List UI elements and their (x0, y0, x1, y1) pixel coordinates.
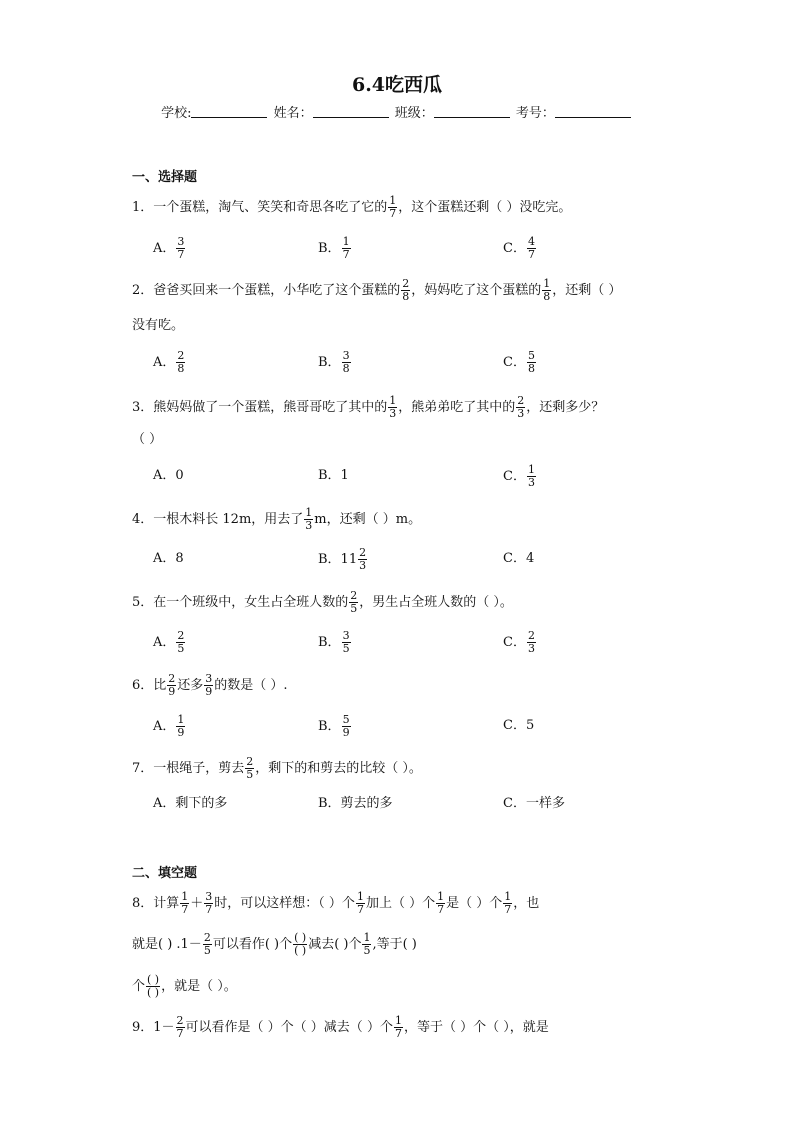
question-1 (132, 195, 571, 220)
class-blank[interactable] (434, 105, 510, 118)
q7-option-b[interactable]: B．剪去的多 (318, 796, 393, 811)
fraction: $\frac{5}{8}$ (527, 349, 535, 375)
q5-option-c[interactable]: C． $\frac{2}{3}$ (503, 629, 535, 655)
question-8-line-2: 就是( ) .1－ $\frac{2}{5}$ 可以看作( )个 $\frac{( )}{( )}$ 减去( )个 $\frac{1}{5}$ ,等于( ) (132, 931, 417, 957)
fraction: $\frac{1}{9}$ (177, 713, 185, 739)
q5-option-a[interactable]: A． $\frac{2}{5}$ (153, 629, 185, 655)
fraction: $\frac{2}{5}$ (246, 755, 254, 781)
question-3: 3．熊妈妈做了一个蛋糕，熊哥哥吃了其中的 $\frac{1}{3}$ ，熊弟弟吃了其中的 $\frac{2}{3}$ ，还剩多少？ (132, 394, 605, 420)
question-3-line-2: （ ） (132, 432, 163, 447)
name-label: 姓名： (273, 106, 313, 121)
fraction: $\frac{2}{8}$ (177, 349, 185, 375)
fraction: $\frac{1}{5}$ (363, 931, 371, 957)
school-label: 学校: (161, 106, 192, 121)
exam-no-blank[interactable] (555, 105, 631, 118)
q1-option-b[interactable]: B． $\frac{1}{7}$ (318, 235, 350, 261)
fraction: $\frac{3}{5}$ (342, 629, 350, 655)
q4-option-c[interactable]: C．4 (503, 551, 535, 566)
question-7: 7．一根绳子，剪去 $\frac{2}{5}$ ，剩下的和剪去的比较（ ）。 (132, 755, 422, 781)
question-8-line-3: 个 $\frac{( )}{( )}$ ，就是（ ）。 (132, 973, 237, 999)
q4-option-a[interactable]: A．8 (153, 551, 184, 566)
question-1-text-end: ，这个蛋糕还剩（ ）没吃完。 (398, 200, 572, 215)
fraction: $\frac{2}{3}$ (527, 629, 535, 655)
class-label: 班级： (394, 106, 434, 121)
fraction: $\frac{2}{3}$ (517, 394, 525, 420)
fraction: $\frac{2}{8}$ (402, 277, 410, 303)
q3-option-c[interactable]: C． $\frac{1}{3}$ (503, 463, 535, 489)
question-1-text: 1．一个蛋糕，淘气、笑笑和奇思各吃了它的 (132, 200, 388, 215)
fraction: $\frac{1}{3}$ (527, 463, 535, 489)
fraction: $\frac{1}{7}$ (356, 890, 364, 916)
fraction: $\frac{2}{5}$ (177, 629, 185, 655)
fraction: $\frac{3}{8}$ (342, 349, 350, 375)
fraction: $\frac{2}{5}$ (350, 589, 358, 615)
question-6: 6．比 $\frac{2}{9}$ 还多 $\frac{3}{9}$ 的数是（ ）. (132, 672, 288, 698)
fraction: $\frac{1}{7}$ (389, 194, 397, 220)
fraction: $\frac{1}{7}$ (394, 1014, 402, 1040)
section-choice-heading: 一、选择题 (132, 170, 198, 185)
q4-option-b[interactable]: B．11 $\frac{2}{3}$ (318, 546, 367, 572)
fraction: $\frac{3}{9}$ (205, 672, 213, 698)
q6-option-c[interactable]: C．5 (503, 718, 535, 733)
fraction: $\frac{1}{3}$ (389, 394, 397, 420)
fraction: $\frac{3}{7}$ (177, 235, 185, 261)
q2-option-c[interactable]: C． $\frac{5}{8}$ (503, 349, 535, 375)
name-blank[interactable] (313, 105, 389, 118)
question-2: 2．爸爸买回来一个蛋糕，小华吃了这个蛋糕的 $\frac{2}{8}$ ，妈妈吃了这个蛋糕的 $\frac{1}{8}$ ，还剩（ ） (132, 277, 622, 303)
q2-option-b[interactable]: B． $\frac{3}{8}$ (318, 349, 350, 375)
q6-option-a[interactable]: A． $\frac{1}{9}$ (153, 713, 185, 739)
school-blank[interactable] (191, 105, 267, 118)
fraction: $\frac{2}{7}$ (176, 1014, 184, 1040)
question-9: 9．1－ $\frac{2}{7}$ 可以看作是（ ）个（ ）减去（ ）个 $\frac{1}{7}$ ，等于（ ）个（ ），就是 (132, 1014, 549, 1040)
section-fill-heading: 二、填空题 (132, 866, 198, 881)
fraction: $\frac{1}{7}$ (181, 890, 189, 916)
q1-option-a[interactable]: A． $\frac{3}{7}$ (153, 235, 185, 261)
exam-no-label: 考号： (515, 106, 555, 121)
q2-option-a[interactable]: A． $\frac{2}{8}$ (153, 349, 185, 375)
question-5: 5．在一个班级中，女生占全班人数的 $\frac{2}{5}$ ，男生占全班人数的（ ）。 (132, 589, 513, 615)
question-4: 4．一根木料长 12m，用去了 $\frac{1}{3}$ m，还剩（ ）m。 (132, 506, 422, 532)
q3-option-b[interactable]: B．1 (318, 468, 349, 483)
fraction: $\frac{3}{7}$ (205, 890, 213, 916)
page-title: 6.4吃西瓜 (351, 74, 443, 96)
fraction: $\frac{( )}{( )}$ (147, 973, 160, 999)
student-info-line (0, 102, 794, 121)
fraction: $\frac{1}{8}$ (543, 277, 551, 303)
q3-option-a[interactable]: A．0 (153, 468, 184, 483)
fraction: $\frac{2}{9}$ (168, 672, 176, 698)
fraction: $\frac{2}{5}$ (203, 931, 211, 957)
fraction: $\frac{1}{3}$ (305, 506, 313, 532)
q1-option-c[interactable]: C． $\frac{4}{7}$ (503, 235, 535, 261)
fraction: $\frac{1}{7}$ (504, 890, 512, 916)
question-8: 8．计算 $\frac{1}{7}$ ＋ $\frac{3}{7}$ 时，可以这样想：（ ）个 $\frac{1}{7}$ 加上（ ）个 $\frac{1}{7}$ 是（ ）个 $\frac{1}{7}$ ，也 (132, 890, 540, 916)
q7-option-a[interactable]: A．剩下的多 (153, 796, 228, 811)
q5-option-b[interactable]: B． $\frac{3}{5}$ (318, 629, 350, 655)
fraction: $\frac{1}{7}$ (437, 890, 445, 916)
fraction: $\frac{1}{7}$ (342, 235, 350, 261)
fraction: $\frac{2}{3}$ (359, 546, 367, 572)
fraction: $\frac{5}{9}$ (342, 713, 350, 739)
fraction: $\frac{4}{7}$ (527, 235, 535, 261)
q6-option-b[interactable]: B． $\frac{5}{9}$ (318, 713, 350, 739)
q7-option-c[interactable]: C．一样多 (503, 796, 565, 811)
fraction: $\frac{( )}{( )}$ (294, 931, 307, 957)
question-2-line-2: 没有吃。 (132, 318, 185, 333)
